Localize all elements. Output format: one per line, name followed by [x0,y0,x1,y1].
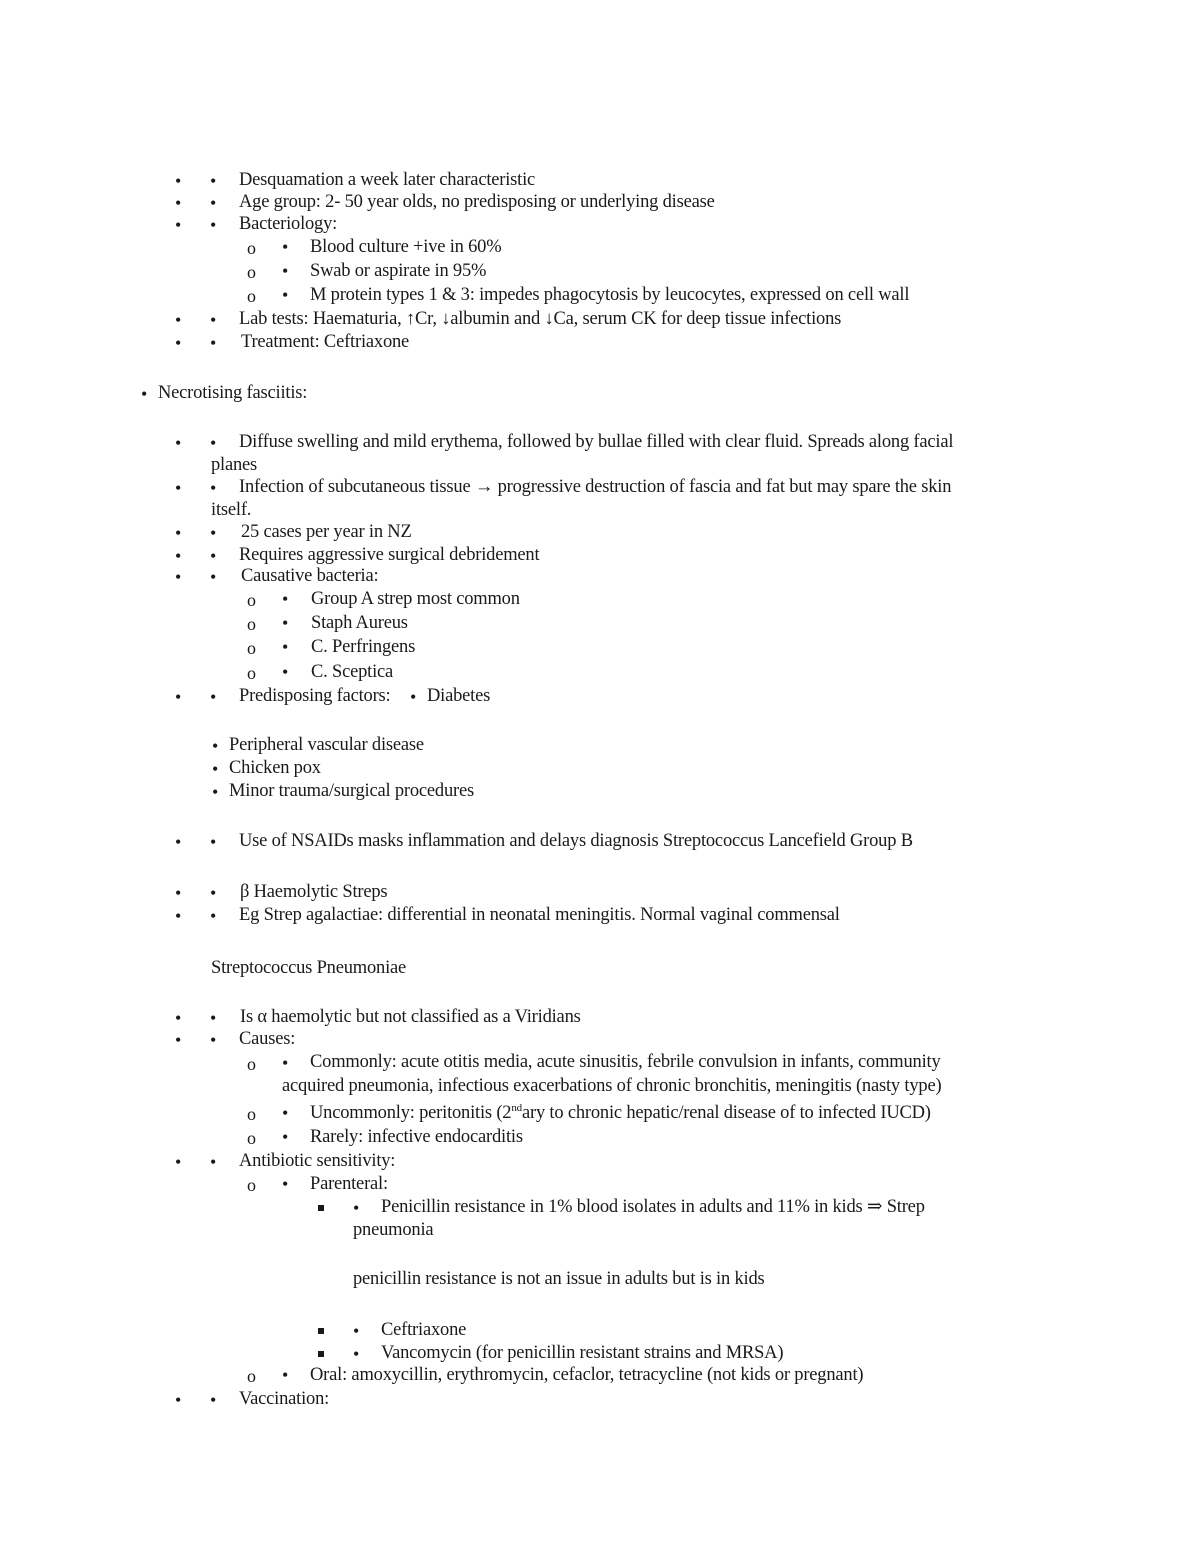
bullet-icon: • [210,906,217,926]
list-item: Vaccination: [239,1389,330,1409]
bullet-icon: • [175,1152,182,1172]
sub-bullet-icon: o [247,1128,256,1148]
bullet-icon: • [212,736,219,756]
bullet-icon: • [210,1008,217,1028]
list-item: C. Sceptica [311,662,394,682]
list-item-continuation: itself. [211,500,252,520]
bullet-icon: • [282,1174,289,1194]
bullet-icon: • [175,687,182,707]
list-item [310,1102,931,1124]
list-item: Diffuse swelling and mild erythema, followed by bullae filled with clear fluid. Spreads along facial [239,432,954,452]
bullet-icon: • [210,687,217,707]
list-item: Causative bacteria: [241,566,379,586]
list-item: Penicillin resistance in 1% blood isolates in adults and 11% in kids ⇒ Strep [381,1197,925,1217]
bullet-icon: • [175,567,182,587]
bullet-icon: • [175,906,182,926]
bullet-icon: • [210,883,217,903]
bullet-icon: • [282,285,289,305]
bullet-icon: • [175,1030,182,1050]
list-item: Predisposing factors: [239,686,391,706]
list-item: Rarely: infective endocarditis [310,1127,523,1147]
bullet-icon: • [282,613,289,633]
list-item: Chicken pox [229,758,321,778]
list-item: Treatment: Ceftriaxone [241,332,410,352]
bullet-icon: • [210,433,217,453]
bullet-icon: • [175,523,182,543]
bullet-icon: • [282,1127,289,1147]
bullet-icon: • [282,261,289,281]
list-item: Group A strep most common [311,589,520,609]
bullet-icon: • [282,637,289,657]
list-item: Requires aggressive surgical debridement [239,545,540,565]
list-item: Peripheral vascular disease [229,735,424,755]
sub-bullet-icon: o [247,638,256,658]
sub-bullet-icon: o [247,663,256,683]
superscript: nd [511,1102,522,1114]
list-item: Eg Strep agalactiae: differential in neonatal meningitis. Normal vaginal commensal [239,905,840,925]
list-item: C. Perfringens [311,637,416,657]
list-item: Bacteriology: [239,214,338,234]
bullet-icon: • [210,193,217,213]
bullet-icon: • [210,171,217,191]
bullet-icon: • [210,310,217,330]
bullet-icon: • [175,478,182,498]
list-item-continuation: pneumonia [353,1220,434,1240]
bullet-icon: • [210,546,217,566]
sub-bullet-icon: o [247,1054,256,1074]
list-item: Vancomycin (for penicillin resistant strains and MRSA) [381,1343,784,1363]
list-item: Swab or aspirate in 95% [310,261,487,281]
square-bullet-icon [318,1328,324,1334]
bullet-icon: • [175,193,182,213]
bullet-icon: • [210,523,217,543]
bullet-icon: • [353,1321,360,1341]
list-item: Parenteral: [310,1174,388,1194]
list-item-continuation: acquired pneumonia, infectious exacerbations of chronic bronchitis, meningitis (nasty type) [282,1076,942,1096]
sub-bullet-icon: o [247,1175,256,1195]
bullet-icon: • [175,832,182,852]
list-item: M protein types 1 & 3: impedes phagocytosis by leucocytes, expressed on cell wall [310,285,910,305]
bullet-icon: • [282,589,289,609]
note-text: penicillin resistance is not an issue in adults but is in kids [353,1269,765,1289]
list-item: Use of NSAIDs masks inflammation and delays diagnosis Streptococcus Lancefield Group B [239,831,913,851]
bullet-icon: • [410,687,417,707]
bullet-icon: • [175,433,182,453]
list-item: Desquamation a week later characteristic [239,170,536,190]
bullet-icon: • [175,333,182,353]
list-item-text: ary to chronic hepatic/renal disease of to infected IUCD) [521,1103,931,1123]
list-item: Is α haemolytic but not classified as a Viridians [240,1007,581,1027]
bullet-icon: • [282,1053,289,1073]
sub-bullet-icon: o [247,1366,256,1386]
bullet-icon: • [210,832,217,852]
list-item: Age group: 2- 50 year olds, no predisposing or underlying disease [239,192,715,212]
bullet-icon: • [175,1008,182,1028]
bullet-icon: • [353,1344,360,1364]
list-item: Ceftriaxone [381,1320,467,1340]
bullet-icon: • [212,782,219,802]
list-item: Blood culture +ive in 60% [310,237,502,257]
list-item: Commonly: acute otitis media, acute sinusitis, febrile convulsion in infants, community [310,1052,941,1072]
sub-bullet-icon: o [247,590,256,610]
list-item: Lab tests: Haematuria, ↑Cr, ↓albumin and ↓Ca, serum CK for deep tissue infections [239,309,842,329]
bullet-icon: • [210,1030,217,1050]
bullet-icon: • [282,1103,289,1123]
list-item: Diabetes [427,686,491,706]
square-bullet-icon [318,1351,324,1357]
bullet-icon: • [282,1365,289,1385]
list-item: Infection of subcutaneous tissue → progressive destruction of fascia and fat but may spare the skin [239,477,952,497]
sub-bullet-icon: o [247,238,256,258]
section-heading: Streptococcus Pneumoniae [211,958,407,978]
sub-bullet-icon: o [247,262,256,282]
bullet-icon: • [175,171,182,191]
bullet-icon: • [175,883,182,903]
sub-bullet-icon: o [247,1104,256,1124]
bullet-icon: • [282,237,289,257]
sub-bullet-icon: o [247,286,256,306]
list-item-continuation: planes [211,455,258,475]
list-item: Antibiotic sensitivity: [239,1151,396,1171]
section-heading: Necrotising fasciitis: [158,383,308,403]
bullet-icon: • [210,215,217,235]
bullet-icon: • [141,384,148,404]
bullet-icon: • [210,478,217,498]
bullet-icon: • [282,662,289,682]
list-item: Oral: amoxycillin, erythromycin, cefaclor, tetracycline (not kids or pregnant) [310,1365,864,1385]
list-item: 25 cases per year in NZ [241,522,412,542]
bullet-icon: • [353,1198,360,1218]
bullet-icon: • [212,759,219,779]
square-bullet-icon [318,1205,324,1211]
bullet-icon: • [175,310,182,330]
bullet-icon: • [210,333,217,353]
bullet-icon: • [175,215,182,235]
list-item-text: Uncommonly: peritonitis (2 [310,1103,512,1123]
list-item: Causes: [239,1029,296,1049]
bullet-icon: • [210,1390,217,1410]
bullet-icon: • [210,1152,217,1172]
bullet-icon: • [175,546,182,566]
bullet-icon: • [175,1390,182,1410]
list-item: β Haemolytic Streps [240,882,388,902]
list-item: Staph Aureus [311,613,408,633]
list-item: Minor trauma/surgical procedures [229,781,474,801]
sub-bullet-icon: o [247,614,256,634]
bullet-icon: • [210,567,217,587]
